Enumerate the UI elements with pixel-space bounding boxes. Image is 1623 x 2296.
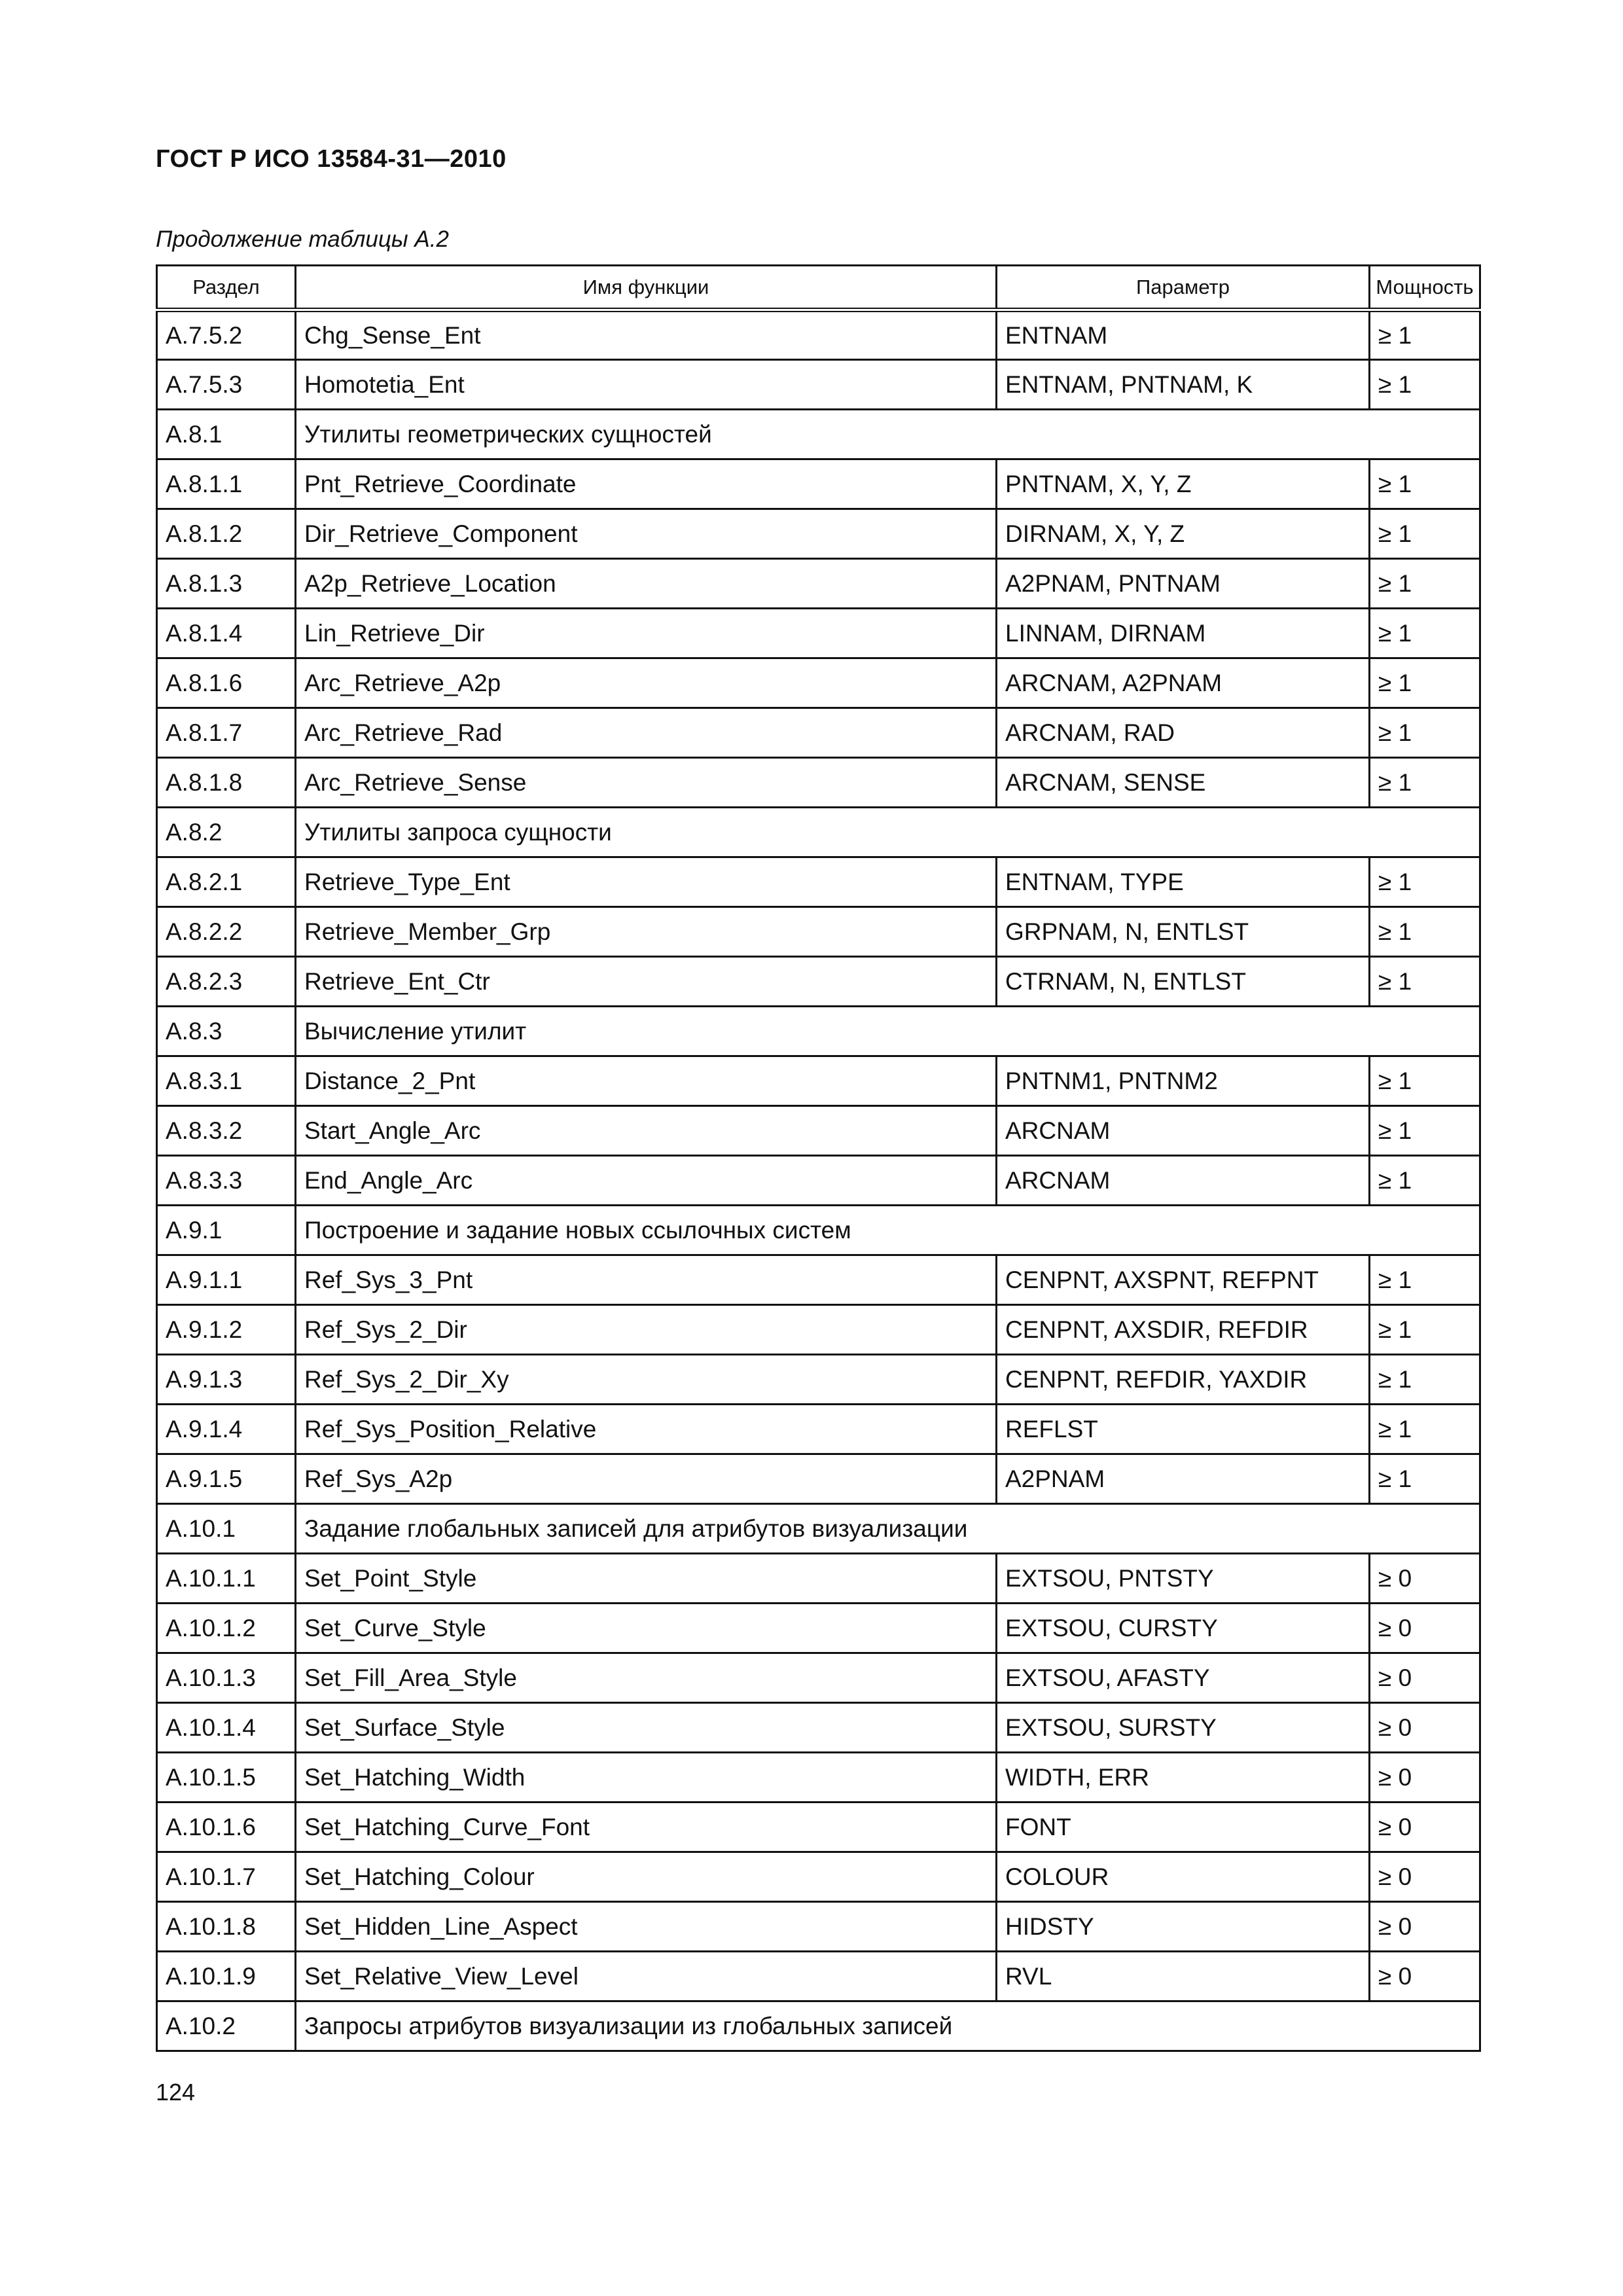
group-title-cell: Задание глобальных записей для атрибутов визуализации — [296, 1504, 1480, 1554]
section-cell: A.9.1.3 — [157, 1355, 296, 1405]
parameter-cell: ENTNAM — [997, 310, 1370, 360]
table-row — [157, 459, 1480, 509]
table-group-row — [157, 1206, 1480, 1255]
function-name-cell: Start_Angle_Arc — [296, 1106, 997, 1156]
table-caption: Продолжение таблицы А.2 — [156, 226, 449, 252]
parameter-cell: PNTNAM, X, Y, Z — [997, 459, 1370, 509]
function-name-cell: Chg_Sense_Ent — [296, 310, 997, 360]
power-cell: ≥ 1 — [1370, 1405, 1480, 1454]
function-name-cell: Ref_Sys_2_Dir_Xy — [296, 1355, 997, 1405]
parameter-cell: EXTSOU, PNTSTY — [997, 1554, 1370, 1604]
function-name-cell: Dir_Retrieve_Component — [296, 509, 997, 559]
parameter-cell: DIRNAM, X, Y, Z — [997, 509, 1370, 559]
power-cell: ≥ 1 — [1370, 609, 1480, 658]
section-cell: A.10.1.2 — [157, 1604, 296, 1653]
parameter-cell: ARCNAM — [997, 1106, 1370, 1156]
parameter-cell: CENPNT, REFDIR, YAXDIR — [997, 1355, 1370, 1405]
parameter-cell: REFLST — [997, 1405, 1370, 1454]
parameter-cell: EXTSOU, AFASTY — [997, 1653, 1370, 1703]
table-group-row — [157, 410, 1480, 459]
section-cell: A.10.1.8 — [157, 1902, 296, 1952]
section-cell: A.9.1 — [157, 1206, 296, 1255]
section-cell: A.10.1.3 — [157, 1653, 296, 1703]
table-row — [157, 1554, 1480, 1604]
power-cell: ≥ 1 — [1370, 708, 1480, 758]
section-cell: A.9.1.4 — [157, 1405, 296, 1454]
function-name-cell: Homotetia_Ent — [296, 360, 997, 410]
power-cell: ≥ 0 — [1370, 1803, 1480, 1852]
table-row — [157, 1803, 1480, 1852]
column-header-parameter: Параметр — [997, 266, 1370, 310]
parameter-cell: ARCNAM, SENSE — [997, 758, 1370, 808]
power-cell: ≥ 1 — [1370, 957, 1480, 1007]
parameter-cell: LINNAM, DIRNAM — [997, 609, 1370, 658]
table-row — [157, 1653, 1480, 1703]
table-row — [157, 758, 1480, 808]
parameter-cell: RVL — [997, 1952, 1370, 2001]
power-cell: ≥ 1 — [1370, 1305, 1480, 1355]
parameter-cell: COLOUR — [997, 1852, 1370, 1902]
group-title-cell: Построение и задание новых ссылочных систем — [296, 1206, 1480, 1255]
functions-table — [156, 264, 1481, 2052]
power-cell: ≥ 1 — [1370, 509, 1480, 559]
parameter-cell: WIDTH, ERR — [997, 1753, 1370, 1803]
parameter-cell: ARCNAM, A2PNAM — [997, 658, 1370, 708]
section-cell: A.10.1.7 — [157, 1852, 296, 1902]
table-row — [157, 1454, 1480, 1504]
power-cell: ≥ 1 — [1370, 658, 1480, 708]
power-cell: ≥ 1 — [1370, 1255, 1480, 1305]
power-cell: ≥ 1 — [1370, 857, 1480, 907]
column-header-function-name: Имя функции — [296, 266, 997, 310]
parameter-cell: ENTNAM, TYPE — [997, 857, 1370, 907]
section-cell: A.10.1.4 — [157, 1703, 296, 1753]
table-row — [157, 1952, 1480, 2001]
function-name-cell: Ref_Sys_2_Dir — [296, 1305, 997, 1355]
function-name-cell: Arc_Retrieve_A2p — [296, 658, 997, 708]
parameter-cell: EXTSOU, CURSTY — [997, 1604, 1370, 1653]
table-row — [157, 310, 1480, 360]
power-cell: ≥ 1 — [1370, 459, 1480, 509]
table-row — [157, 957, 1480, 1007]
power-cell: ≥ 1 — [1370, 1454, 1480, 1504]
power-cell: ≥ 1 — [1370, 360, 1480, 410]
section-cell: A.8.1.1 — [157, 459, 296, 509]
table-row — [157, 559, 1480, 609]
table-row — [157, 857, 1480, 907]
table-row — [157, 658, 1480, 708]
function-name-cell: Arc_Retrieve_Sense — [296, 758, 997, 808]
table-row — [157, 708, 1480, 758]
power-cell: ≥ 0 — [1370, 1902, 1480, 1952]
power-cell: ≥ 0 — [1370, 1653, 1480, 1703]
function-name-cell: Set_Relative_View_Level — [296, 1952, 997, 2001]
section-cell: A.8.1.3 — [157, 559, 296, 609]
section-cell: A.7.5.2 — [157, 310, 296, 360]
section-cell: A.9.1.2 — [157, 1305, 296, 1355]
group-title-cell: Вычисление утилит — [296, 1007, 1480, 1056]
table-row — [157, 1405, 1480, 1454]
parameter-cell: ENTNAM, PNTNAM, K — [997, 360, 1370, 410]
group-title-cell: Утилиты геометрических сущностей — [296, 410, 1480, 459]
function-name-cell: Ref_Sys_Position_Relative — [296, 1405, 997, 1454]
table-group-row — [157, 2001, 1480, 2051]
section-cell: A.8.1.4 — [157, 609, 296, 658]
group-title-cell: Запросы атрибутов визуализации из глобальных записей — [296, 2001, 1480, 2051]
section-cell: A.10.1 — [157, 1504, 296, 1554]
section-cell: A.8.3 — [157, 1007, 296, 1056]
table-row — [157, 360, 1480, 410]
function-name-cell: Set_Hatching_Width — [296, 1753, 997, 1803]
table-body — [157, 310, 1480, 2051]
parameter-cell: CTRNAM, N, ENTLST — [997, 957, 1370, 1007]
table-row — [157, 1604, 1480, 1653]
group-title-cell: Утилиты запроса сущности — [296, 808, 1480, 857]
power-cell: ≥ 0 — [1370, 1852, 1480, 1902]
section-cell: A.10.1.5 — [157, 1753, 296, 1803]
parameter-cell: PNTNM1, PNTNM2 — [997, 1056, 1370, 1106]
parameter-cell: GRPNAM, N, ENTLST — [997, 907, 1370, 957]
section-cell: A.8.2 — [157, 808, 296, 857]
function-name-cell: Ref_Sys_3_Pnt — [296, 1255, 997, 1305]
section-cell: A.8.2.3 — [157, 957, 296, 1007]
power-cell: ≥ 1 — [1370, 907, 1480, 957]
function-name-cell: Distance_2_Pnt — [296, 1056, 997, 1106]
power-cell: ≥ 0 — [1370, 1554, 1480, 1604]
function-name-cell: Set_Point_Style — [296, 1554, 997, 1604]
power-cell: ≥ 1 — [1370, 1106, 1480, 1156]
function-name-cell: Set_Hatching_Curve_Font — [296, 1803, 997, 1852]
table-row — [157, 1753, 1480, 1803]
section-cell: A.8.1.2 — [157, 509, 296, 559]
document-title: ГОСТ Р ИСО 13584-31—2010 — [156, 145, 507, 173]
table-group-row — [157, 1504, 1480, 1554]
power-cell: ≥ 0 — [1370, 1703, 1480, 1753]
section-cell: A.9.1.5 — [157, 1454, 296, 1504]
parameter-cell: FONT — [997, 1803, 1370, 1852]
section-cell: A.8.3.2 — [157, 1106, 296, 1156]
table-row — [157, 1305, 1480, 1355]
function-name-cell: Retrieve_Type_Ent — [296, 857, 997, 907]
section-cell: A.8.1.7 — [157, 708, 296, 758]
parameter-cell: A2PNAM, PNTNAM — [997, 559, 1370, 609]
table-header-row — [157, 266, 1480, 310]
function-name-cell: Set_Hatching_Colour — [296, 1852, 997, 1902]
column-header-section: Раздел — [157, 266, 296, 310]
section-cell: A.8.2.2 — [157, 907, 296, 957]
table-row — [157, 1355, 1480, 1405]
section-cell: A.7.5.3 — [157, 360, 296, 410]
power-cell: ≥ 1 — [1370, 1056, 1480, 1106]
parameter-cell: CENPNT, AXSDIR, REFDIR — [997, 1305, 1370, 1355]
parameter-cell: A2PNAM — [997, 1454, 1370, 1504]
function-name-cell: A2p_Retrieve_Location — [296, 559, 997, 609]
power-cell: ≥ 1 — [1370, 310, 1480, 360]
parameter-cell: EXTSOU, SURSTY — [997, 1703, 1370, 1753]
parameter-cell: CENPNT, AXSPNT, REFPNT — [997, 1255, 1370, 1305]
function-name-cell: Set_Surface_Style — [296, 1703, 997, 1753]
power-cell: ≥ 1 — [1370, 559, 1480, 609]
function-name-cell: Lin_Retrieve_Dir — [296, 609, 997, 658]
function-name-cell: Pnt_Retrieve_Coordinate — [296, 459, 997, 509]
power-cell: ≥ 0 — [1370, 1753, 1480, 1803]
function-name-cell: Set_Curve_Style — [296, 1604, 997, 1653]
section-cell: A.10.1.9 — [157, 1952, 296, 2001]
table-row — [157, 509, 1480, 559]
parameter-cell: ARCNAM — [997, 1156, 1370, 1206]
function-name-cell: Arc_Retrieve_Rad — [296, 708, 997, 758]
section-cell: A.9.1.1 — [157, 1255, 296, 1305]
section-cell: A.8.1.6 — [157, 658, 296, 708]
power-cell: ≥ 0 — [1370, 1604, 1480, 1653]
section-cell: A.10.1.1 — [157, 1554, 296, 1604]
page-number: 124 — [156, 2079, 196, 2106]
function-name-cell: End_Angle_Arc — [296, 1156, 997, 1206]
function-name-cell: Retrieve_Ent_Ctr — [296, 957, 997, 1007]
section-cell: A.8.2.1 — [157, 857, 296, 907]
section-cell: A.8.3.3 — [157, 1156, 296, 1206]
section-cell: A.8.1 — [157, 410, 296, 459]
table-group-row — [157, 1007, 1480, 1056]
table-row — [157, 1255, 1480, 1305]
function-name-cell: Set_Hidden_Line_Aspect — [296, 1902, 997, 1952]
power-cell: ≥ 1 — [1370, 758, 1480, 808]
power-cell: ≥ 1 — [1370, 1355, 1480, 1405]
table-row — [157, 907, 1480, 957]
column-header-power: Мощность — [1370, 266, 1480, 310]
power-cell: ≥ 0 — [1370, 1952, 1480, 2001]
parameter-cell: HIDSTY — [997, 1902, 1370, 1952]
table-row — [157, 1156, 1480, 1206]
table-row — [157, 1106, 1480, 1156]
table-row — [157, 1056, 1480, 1106]
section-cell: A.10.2 — [157, 2001, 296, 2051]
function-name-cell: Ref_Sys_A2p — [296, 1454, 997, 1504]
power-cell: ≥ 1 — [1370, 1156, 1480, 1206]
function-name-cell: Retrieve_Member_Grp — [296, 907, 997, 957]
function-name-cell: Set_Fill_Area_Style — [296, 1653, 997, 1703]
section-cell: A.8.1.8 — [157, 758, 296, 808]
table-row — [157, 609, 1480, 658]
section-cell: A.8.3.1 — [157, 1056, 296, 1106]
table-group-row — [157, 808, 1480, 857]
table-row — [157, 1852, 1480, 1902]
table-row — [157, 1902, 1480, 1952]
parameter-cell: ARCNAM, RAD — [997, 708, 1370, 758]
table-row — [157, 1703, 1480, 1753]
section-cell: A.10.1.6 — [157, 1803, 296, 1852]
